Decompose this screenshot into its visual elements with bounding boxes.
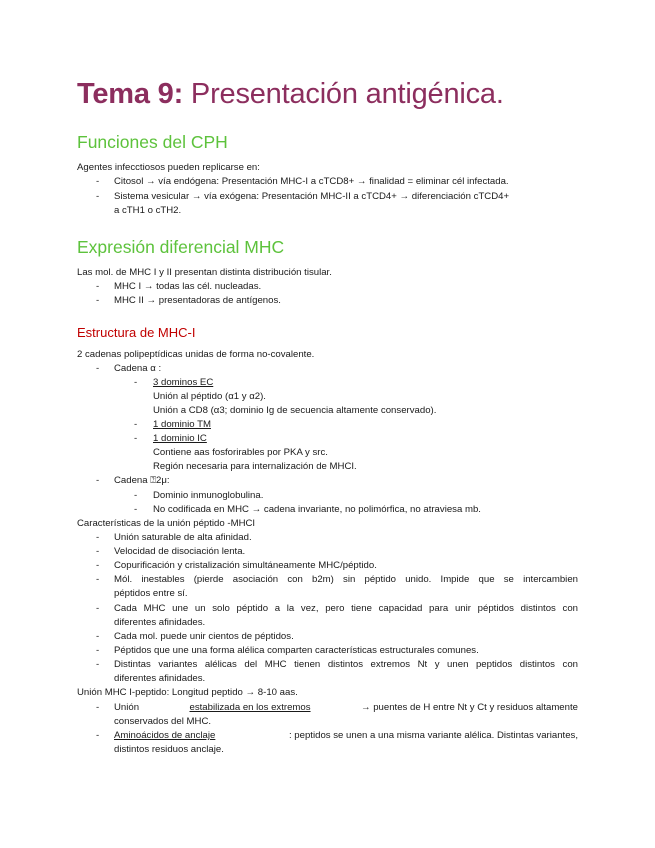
caracteristica-item: Cada mol. puede unir cientos de péptidos.	[114, 631, 294, 642]
bullet-dash: -	[96, 546, 100, 557]
ic-line-1: Contiene aas fosforirables por PKA y src.	[153, 447, 328, 458]
union-heading: Unión MHC I-peptido: Longitud peptido → 8-10 aas.	[77, 687, 298, 698]
union-item-2-underlined: Aminoácidos de anclaje	[114, 730, 216, 741]
bullet-dash: -	[134, 433, 138, 444]
union-item-1-cont: conservados del MHC.	[114, 716, 212, 727]
funciones-intro: Agentes infecctiosos pueden replicarse en:	[77, 162, 260, 173]
caracteristica-item: Unión saturable de alta afinidad.	[114, 532, 252, 543]
cadena-b-label: Cadena ⍰2μ:	[114, 475, 170, 486]
bullet-dash: -	[96, 532, 100, 543]
bullet-dash: -	[96, 603, 100, 614]
caracteristica-item: Distintas variantes alélicas del MHC tienen distintos extremos Nt y unen peptidos distintos con	[114, 659, 578, 670]
caracteristica-item-cont: diferentes afinidades.	[114, 673, 206, 684]
dominios-ec: 3 dominos EC	[153, 377, 214, 388]
bullet-dash: -	[96, 631, 100, 642]
caracteristicas-heading: Características de la unión péptido -MHCI	[77, 518, 256, 529]
cadena-b-line-2: No codificada en MHC → cadena invariante, no polimórfica, no atraviesa mb.	[153, 504, 481, 515]
caracteristica-item-cont: péptidos entre sí.	[114, 588, 188, 599]
bullet-dash: -	[96, 702, 100, 713]
ec-line-1: Unión al péptido (α1 y α2).	[153, 391, 266, 402]
cadena-a-label: Cadena α :	[114, 363, 162, 374]
bullet-dash: -	[96, 574, 100, 585]
bullet-dash: -	[134, 419, 138, 430]
bullet-dash: -	[96, 295, 100, 306]
bullet-dash: -	[96, 176, 100, 187]
funciones-bullet-2-cont: a cTH1 o cTH2.	[114, 205, 182, 216]
union-item-1-post: → puentes de H entre Nt y Ct y residuos altamente	[360, 702, 578, 713]
bullet-dash: -	[96, 560, 100, 571]
bullet-dash: -	[134, 504, 138, 515]
bullet-dash: -	[96, 191, 100, 202]
bullet-dash: -	[96, 659, 100, 670]
caracteristica-item: Velocidad de disociación lenta.	[114, 546, 246, 557]
bullet-dash: -	[96, 475, 100, 486]
expresion-intro: Las mol. de MHC I y II presentan distinta distribución tisular.	[77, 267, 332, 278]
expresion-bullet-2: MHC II → presentadoras de antígenos.	[114, 295, 281, 306]
bullet-dash: -	[134, 490, 138, 501]
union-item-2-post: : peptidos se unen a una misma variante alélica. Distintas variantes,	[288, 730, 578, 741]
cadena-b-line-1: Dominio inmunoglobulina.	[153, 490, 264, 501]
title-text: Presentación antigénica.	[190, 78, 504, 110]
union-item-2	[114, 729, 578, 743]
estructura-intro: 2 cadenas polipeptídicas unidas de forma no-covalente.	[77, 349, 315, 360]
bullet-dash: -	[96, 730, 100, 741]
caracteristica-item: Mól. inestables (pierde asociación con b2m) sin péptido unido. Impide que se intercambien	[114, 574, 578, 585]
heading-estructura: Estructura de MHC-I	[77, 325, 196, 340]
dominio-tm: 1 dominio TM	[153, 419, 211, 430]
caracteristica-item-cont: diferentes afinidades.	[114, 617, 206, 628]
bullet-dash: -	[96, 363, 100, 374]
union-item-1-underlined: estabilizada en los extremos	[189, 702, 311, 713]
caracteristica-item: Péptidos que une una forma alélica comparten características estructurales comunes.	[114, 645, 479, 656]
union-item-1-pre: Unión	[114, 702, 140, 713]
caracteristica-item: Copurificación y cristalización simultáneamente MHC/péptido.	[114, 560, 377, 571]
heading-funciones: Funciones del CPH	[77, 132, 228, 152]
ec-line-2: Unión a CD8 (α3; dominio Ig de secuencia altamente conservado).	[153, 405, 437, 416]
union-item-2-cont: distintos residuos anclaje.	[114, 744, 224, 755]
heading-expresion: Expresión diferencial MHC	[77, 237, 285, 257]
bullet-dash: -	[134, 377, 138, 388]
title-number: Tema 9:	[77, 78, 184, 110]
funciones-bullet-2: Sistema vesicular → vía exógena: Presentación MHC-II a cTCD4+ → diferenciación cTCD4+	[114, 191, 510, 202]
ic-line-2: Región necesaria para internalización de MHCI.	[153, 461, 357, 472]
expresion-bullet-1: MHC I → todas las cél. nucleadas.	[114, 281, 262, 292]
page-title	[77, 76, 504, 112]
union-item-1	[114, 701, 578, 715]
bullet-dash: -	[96, 645, 100, 656]
funciones-bullet-1: Citosol → vía endógena: Presentación MHC-I a cTCD8+ → finalidad = eliminar cél infectada.	[114, 176, 509, 187]
caracteristica-item: Cada MHC une un solo péptido a la vez, pero tiene capacidad para unir péptidos distintos con	[114, 603, 578, 614]
bullet-dash: -	[96, 281, 100, 292]
dominio-ic: 1 dominio IC	[153, 433, 207, 444]
